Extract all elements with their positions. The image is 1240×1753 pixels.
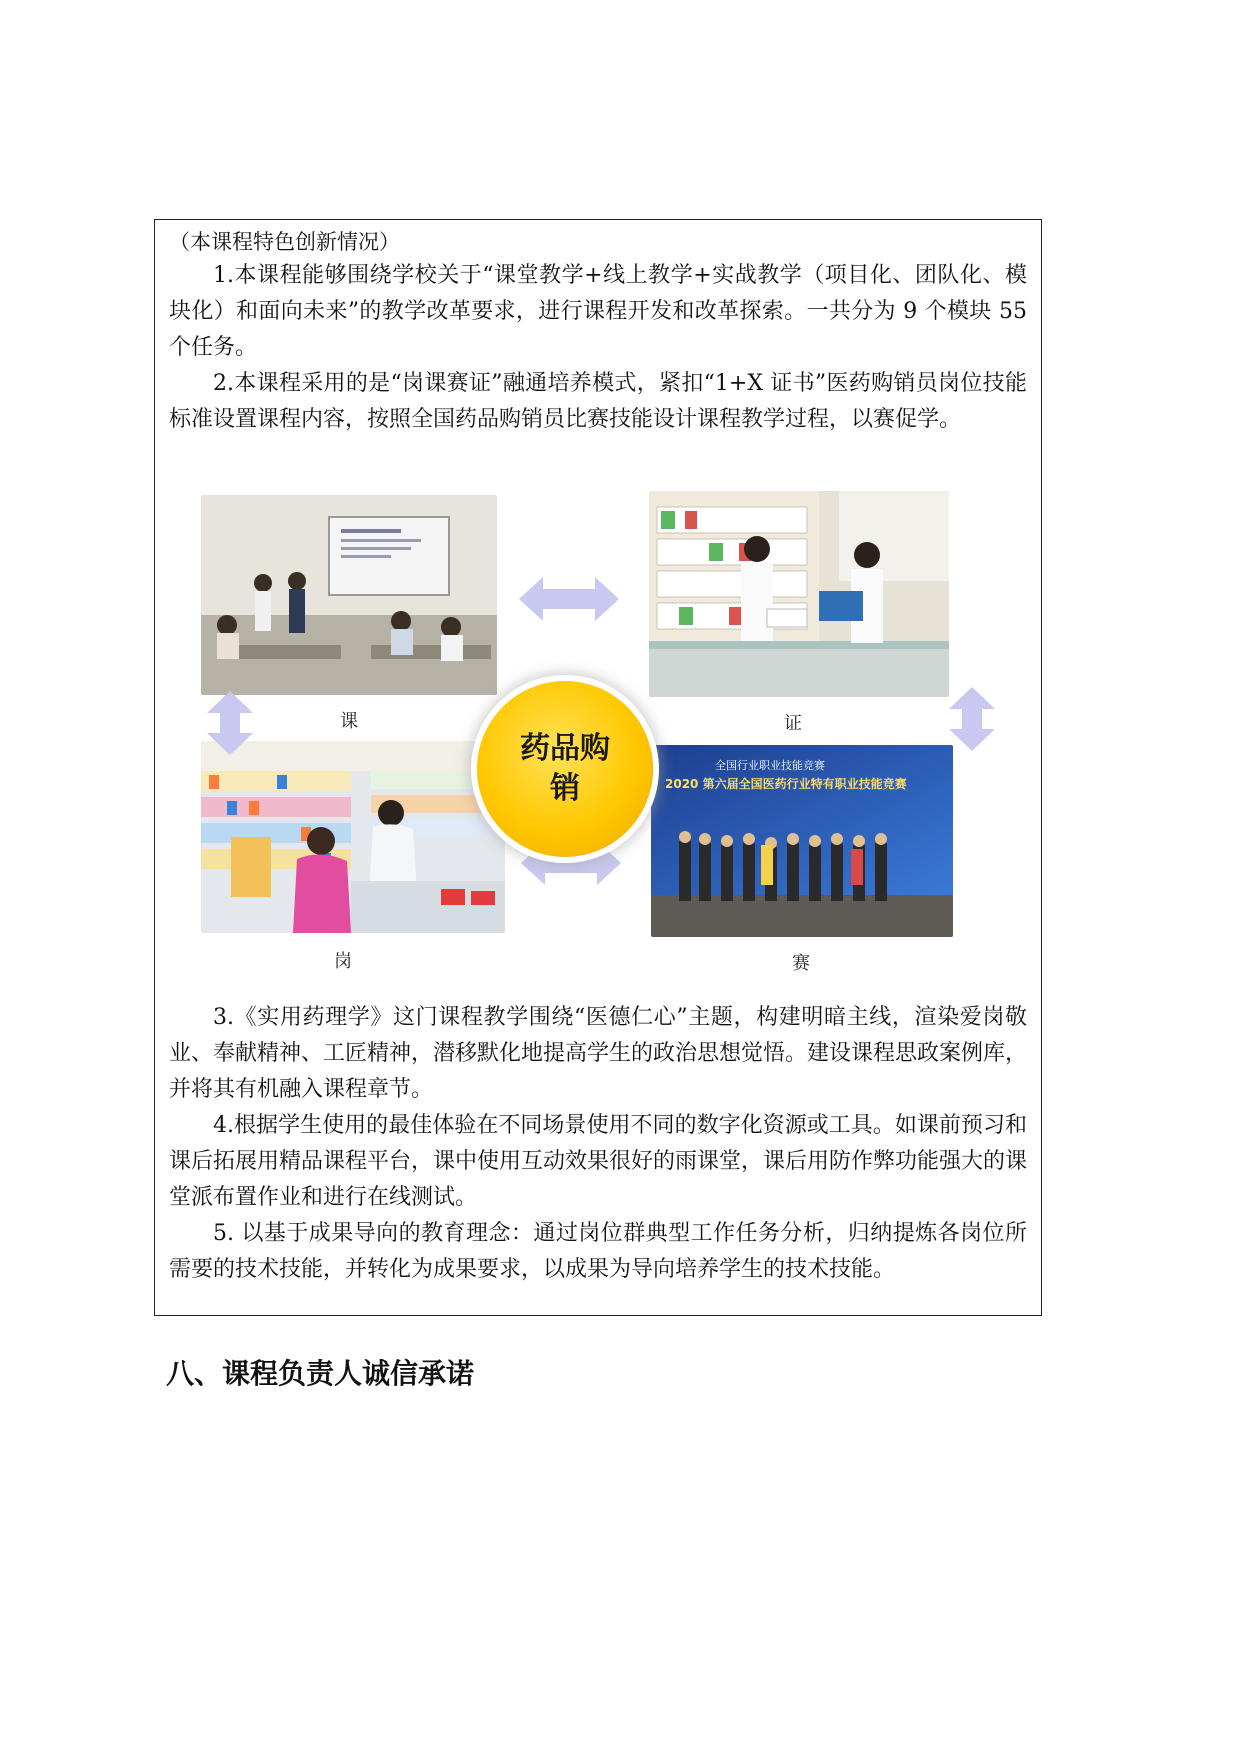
caption-sai: 赛 xyxy=(792,953,810,974)
paragraph-5 xyxy=(169,1216,1027,1288)
paragraph-5-text: 5. 以基于成果导向的教育理念：通过岗位群典型工作任务分析，归纳提炼各岗位所需要的技术技能，并转化为成果要求，以成果为导向培养学生的技术技能。 xyxy=(169,1221,1027,1282)
center-badge-label: 药品购销 xyxy=(520,731,610,806)
competition-banner-line2: 2020 第六届全国医药行业特有职业技能竞赛 xyxy=(665,777,907,791)
arrow-ke-gang-icon xyxy=(203,691,257,755)
feature-innovation-box xyxy=(154,219,1042,1316)
paragraph-2 xyxy=(169,366,1027,438)
competition-banner-line1: 全国行业职业技能竞赛 xyxy=(715,759,825,772)
caption-ke: 课 xyxy=(340,711,358,732)
box-intro: （本课程特色创新情况） xyxy=(169,230,400,254)
paragraph-3 xyxy=(169,1000,1027,1108)
arrow-zheng-sai-icon xyxy=(945,687,999,751)
caption-zheng: 证 xyxy=(784,713,802,734)
center-badge xyxy=(477,681,653,857)
pharmacy-certification-photo xyxy=(649,491,949,697)
paragraph-1-text: 1.本课程能够围绕学校关于“课堂教学+线上教学+实战教学（项目化、团队化、模块化）和面向未来”的教学改革要求，进行课程开发和改革探索。一共分为 9 个模块 55 个任务。 xyxy=(169,263,1027,360)
caption-gang: 岗 xyxy=(334,951,352,972)
section-heading: 八、课程负责人诚信承诺 xyxy=(166,1357,475,1390)
paragraph-2-text: 2.本课程采用的是“岗课赛证”融通培养模式，紧扣“1+X 证书”医药购销员岗位技能标准设置课程内容，按照全国药品购销员比赛技能设计课程教学过程，以赛促学。 xyxy=(169,371,1027,432)
pharmacy-counter-photo xyxy=(201,741,505,933)
arrow-ke-zheng-icon xyxy=(519,573,619,625)
gang-ke-sai-zheng-figure xyxy=(201,495,1007,985)
paragraph-1 xyxy=(169,258,1027,366)
paragraph-4 xyxy=(169,1108,1027,1216)
paragraph-4-text: 4.根据学生使用的最佳体验在不同场景使用不同的数字化资源或工具。如课前预习和课后拓展用精品课程平台，课中使用互动效果很好的雨课堂，课后用防作弊功能强大的课堂派布置作业和进行在线测试。 xyxy=(169,1113,1028,1210)
classroom-photo xyxy=(201,495,497,695)
competition-group-photo xyxy=(651,745,953,937)
paragraph-3-text: 3.《实用药理学》这门课程教学围绕“医德仁心”主题，构建明暗主线，渲染爱岗敬业、奉献精神、工匠精神，潜移默化地提高学生的政治思想觉悟。建设课程思政案例库，并将其有机融入课程章节。 xyxy=(169,1005,1028,1102)
